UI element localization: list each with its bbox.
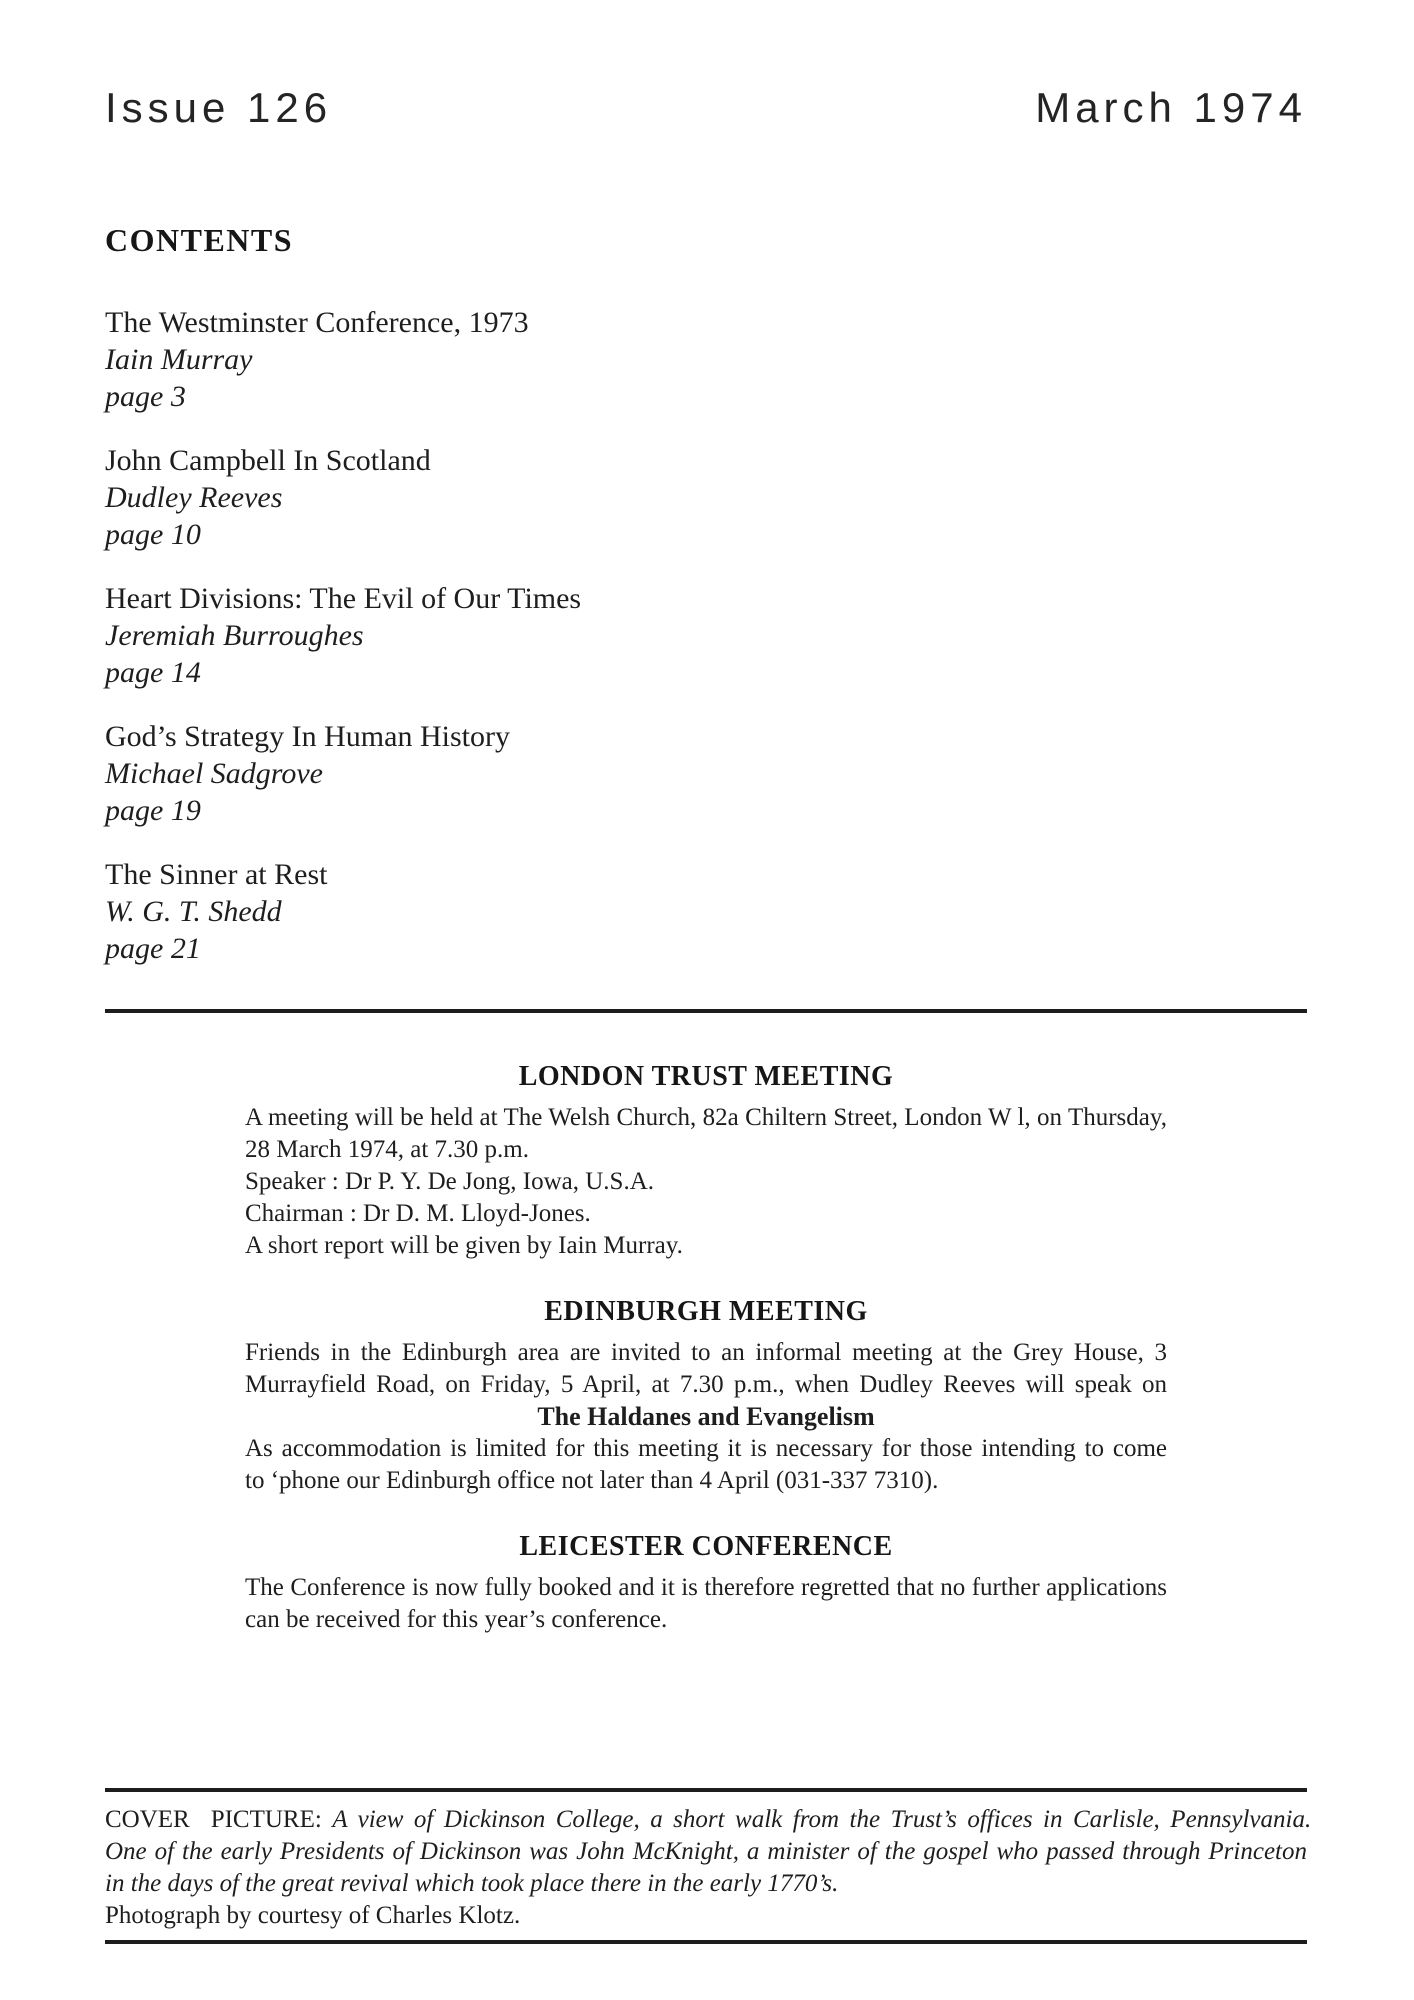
section-text-line — [245, 1337, 1167, 1369]
footer-roman-text: COVER PICTURE: — [105, 1806, 333, 1833]
section-heading: LEICESTER CONFERENCE — [519, 1531, 893, 1562]
section-text: As accommodation is limited for this meeting it is necessary for those intending to come — [245, 1435, 1167, 1462]
section-text-line — [245, 1230, 1167, 1262]
section-text: Friends in the Edinburgh area are invited to an informal meeting at the Grey House, 3 — [245, 1339, 1167, 1366]
article-page-number: page 21 — [105, 932, 201, 965]
footer-text-line — [105, 1804, 1312, 1836]
cover-picture-note — [105, 1804, 1312, 1932]
article-author: W. G. T. Shedd — [105, 895, 282, 928]
footer-text-line — [105, 1868, 1307, 1900]
section-text-line — [245, 1604, 1167, 1636]
section-text-line — [245, 1572, 1167, 1604]
article-author: Dudley Reeves — [105, 481, 283, 514]
article-page-number: page 3 — [105, 380, 186, 413]
divider-rule-top — [105, 1009, 1307, 1013]
article-author: Iain Murray — [105, 343, 253, 376]
section-text: 28 March 1974, at 7.30 p.m. — [245, 1136, 529, 1163]
section-text-line — [245, 1369, 1167, 1401]
article-page-number: page 10 — [105, 518, 201, 551]
contents-item — [105, 304, 1307, 415]
article-title: John Campbell In Scotland — [105, 444, 431, 477]
section-text-line — [245, 1102, 1167, 1134]
section-text-line — [245, 1401, 1167, 1433]
section-text-line — [245, 1465, 1167, 1497]
issue-date: March 1974 — [1035, 84, 1307, 131]
section-text: Chairman : Dr D. M. Lloyd-Jones. — [245, 1200, 591, 1227]
section-body — [245, 1337, 1167, 1497]
section-text-line — [245, 1166, 1167, 1198]
contents-item — [105, 442, 1307, 553]
article-title: Heart Divisions: The Evil of Our Times — [105, 582, 582, 615]
notice-section — [245, 1294, 1167, 1497]
footer-roman-text: Photograph by courtesy of Charles Klotz. — [105, 1902, 521, 1929]
article-page-number: page 14 — [105, 656, 201, 689]
footer-text-line — [105, 1900, 1307, 1932]
contents-list — [105, 304, 1307, 967]
issue-number: Issue 126 — [105, 84, 333, 131]
section-text: A meeting will be held at The Welsh Church, 82a Chiltern Street, London W l, on Thursday, — [245, 1104, 1167, 1131]
contents-item — [105, 856, 1307, 967]
article-author: Michael Sadgrove — [105, 757, 323, 790]
section-text: to ‘phone our Edinburgh office not later than 4 April (031-337 7310). — [245, 1467, 939, 1494]
masthead — [105, 0, 1307, 132]
footer-text — [105, 1902, 520, 1929]
section-text: The Conference is now fully booked and it is therefore regretted that no further applications — [245, 1574, 1167, 1601]
footer-text — [105, 1870, 838, 1897]
divider-rule-footer — [105, 1788, 1307, 1792]
contents-item — [105, 718, 1307, 829]
section-body — [245, 1572, 1167, 1636]
footer-italic-text: A view of Dickinson College, a short walk from the Trust’s offices in Carlisle, Pennsylvania. — [332, 1806, 1312, 1833]
article-title: The Sinner at Rest — [105, 858, 328, 891]
footer-text — [105, 1806, 1311, 1833]
article-page-number: page 19 — [105, 794, 201, 827]
section-text: Speaker : Dr P. Y. De Jong, Iowa, U.S.A. — [245, 1168, 654, 1195]
footer-text — [105, 1838, 1307, 1865]
section-text-line — [245, 1198, 1167, 1230]
footer-text-line — [105, 1836, 1307, 1868]
article-author: Jeremiah Burroughes — [105, 619, 364, 652]
section-text: Murrayfield Road, on Friday, 5 April, at 7.30 p.m., when Dudley Reeves will speak on — [245, 1371, 1167, 1398]
section-text: A short report will be given by Iain Murray. — [245, 1232, 683, 1259]
notice-section — [245, 1059, 1167, 1262]
article-title: God’s Strategy In Human History — [105, 720, 510, 753]
section-text: can be received for this year’s conference. — [245, 1606, 668, 1633]
divider-rule-bottom — [105, 1940, 1307, 1944]
section-body — [245, 1102, 1167, 1262]
notice-sections — [245, 1059, 1167, 1636]
section-heading: LONDON TRUST MEETING — [518, 1061, 894, 1092]
section-heading: EDINBURGH MEETING — [544, 1296, 868, 1327]
footer-italic-text: One of the early Presidents of Dickinson was John McKnight, a minister of the gospel who passed through Princeton — [105, 1838, 1307, 1865]
section-text: The Haldanes and Evangelism — [537, 1402, 875, 1431]
footer-italic-text: in the days of the great revival which took place there in the early 1770’s. — [105, 1870, 839, 1897]
article-title: The Westminster Conference, 1973 — [105, 306, 529, 339]
section-text-line — [245, 1134, 1167, 1166]
section-text-line — [245, 1433, 1167, 1465]
notice-section — [245, 1529, 1167, 1636]
contents-item — [105, 580, 1307, 691]
contents-heading: CONTENTS — [105, 222, 294, 258]
